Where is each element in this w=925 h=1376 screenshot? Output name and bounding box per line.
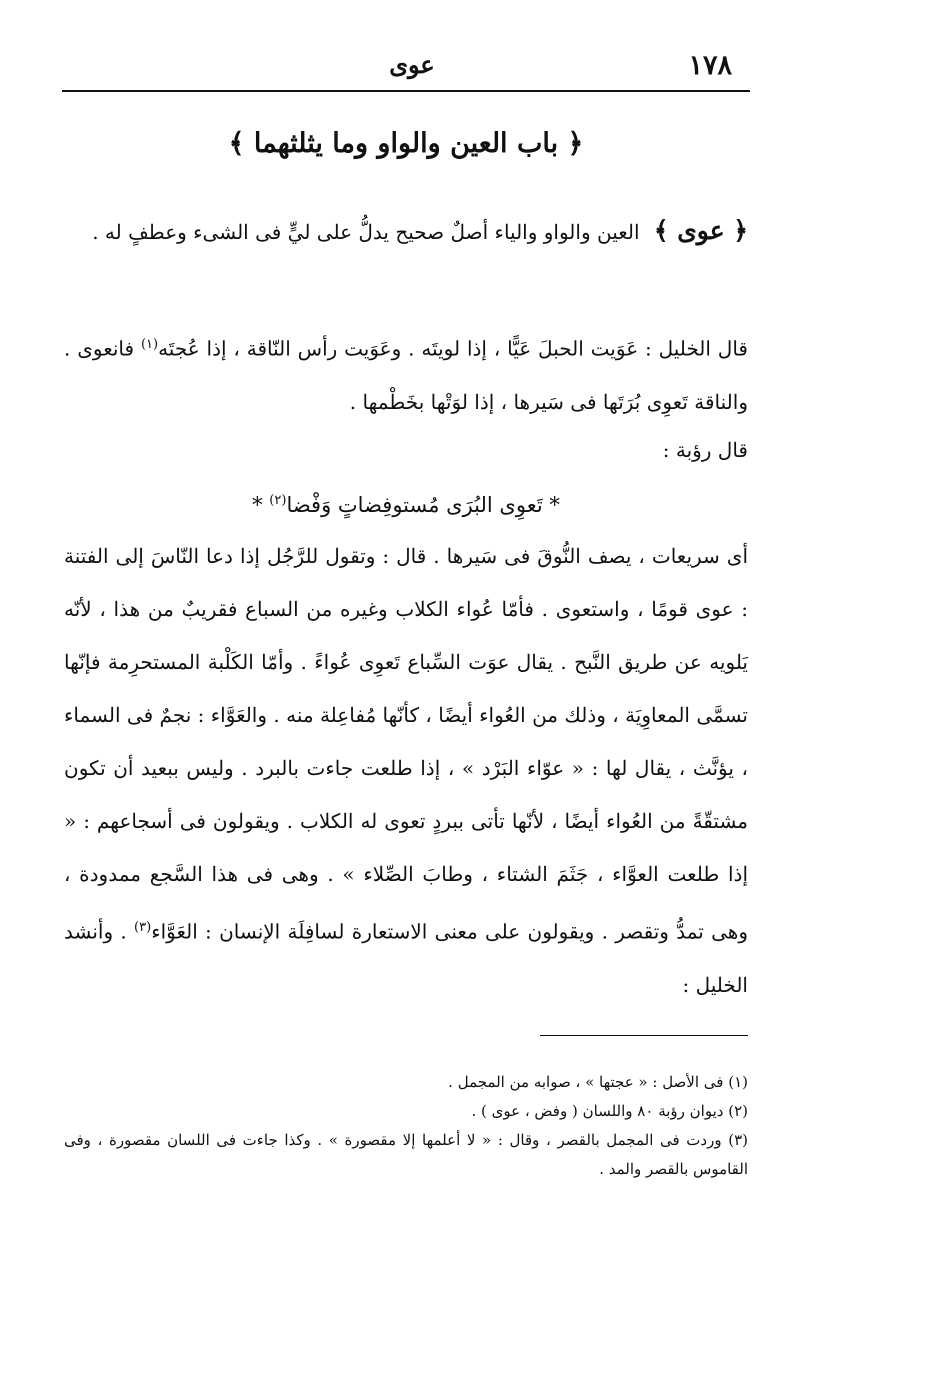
running-head <box>62 46 750 90</box>
khalil-text: قال الخليل : عَوَيت الحبلَ عَيًّا ، إذا لويتَه . وعَوَيت رأس النّاقة ، إذا عُجتَه <box>158 336 748 361</box>
footnote-rule <box>540 1035 748 1036</box>
footnote-1: (١) فى الأصل : « عجتها » ، صوابه من المجمل . <box>448 1073 748 1091</box>
verse-text: * تَعوِى البُرَى مُستوفِضاتٍ وَفْضا <box>286 493 560 517</box>
page-number: ١٧٨ <box>688 50 732 81</box>
footnotes <box>64 1068 748 1184</box>
entry-headword: ﴿ عوى ﴾ <box>653 216 748 245</box>
ruba-line: قال رؤبة : <box>662 438 748 462</box>
khalil-text-continued: فانعوى . والناقة تَعوِى بُرَتَها فى سَيرها ، إذا لوَتْها بخَطْمها . <box>64 336 748 414</box>
footnote-marker-1: (١) <box>140 337 159 352</box>
footnote-3: (٣) وردت فى المجمل بالقصر ، وقال : « لا أعلمها إلا مقصورة » . وكذا جاءت فى اللسان مقصورة ، وفى القاموس بالقصر والمد . <box>64 1131 748 1178</box>
explanation-text: أى سريعات ، يصف النُّوقَ فى سَيرها . قال : وتقول للرَّجُل إذا دعا النّاسَ إلى الفتنة : عوى قومًا ، واستعوى . فأمّا عُواء الكلاب وغيره من السباع فقريبٌ من هذا ، لأنّه يَلويه عن طريق النَّبح . يقال عوَت السِّباع تَعوِى عُواءً . وأمّا الكَلْبة المستحرِمة فإنّها تسمَّى المعاوِيَة ، وذلك من العُواء أيضًا ، كأنّها مُفاعِلة منه . والعَوَّاء : نجمٌ فى السماء ، يؤنَّث ، يقال لها : « عوّاء البَرْد » ، إذا طلعت جاءت بالبرد . وليس ببعيد أن تكون مشتقّةً من العُواء أيضًا ، لأنّها تأتى ببردٍ تعوى له الكلاب . ويقولون فى أسجاعهم : « إذا طلعت العوَّاء ، جَثَمَ الشتاء ، وطابَ الصِّلاء » . وهى فى هذا السَّجع ممدودة ، وهى تمدُّ وتقصر . ويقولون على معنى الاستعارة لسافِلَة الإنسان : العَوَّاء <box>64 544 748 944</box>
verse-end: * <box>252 493 270 517</box>
explanation-paragraph <box>64 530 748 1012</box>
verse-line <box>62 476 750 530</box>
entry-paragraph <box>64 204 748 259</box>
footnote-marker-3: (٣) <box>134 920 152 935</box>
footnote-marker-2: (٢) <box>269 493 287 508</box>
footnote-2: (٢) ديوان رؤبة ٨٠ واللسان ( وفض ، عوى ) . <box>471 1102 748 1120</box>
explanation-text-end: . وأنشد الخليل : <box>64 919 748 997</box>
khalil-paragraph <box>64 318 748 429</box>
running-head-word: عوى <box>389 50 435 79</box>
entry-definition: العين والواو والياء أصلٌ صحيح يدلُّ على ليٍّ فى الشىء وعطفٍ له . <box>92 220 640 244</box>
chapter-title: ﴿ باب العين والواو وما يثلثهما ﴾ <box>228 128 584 159</box>
header-rule <box>62 90 750 92</box>
